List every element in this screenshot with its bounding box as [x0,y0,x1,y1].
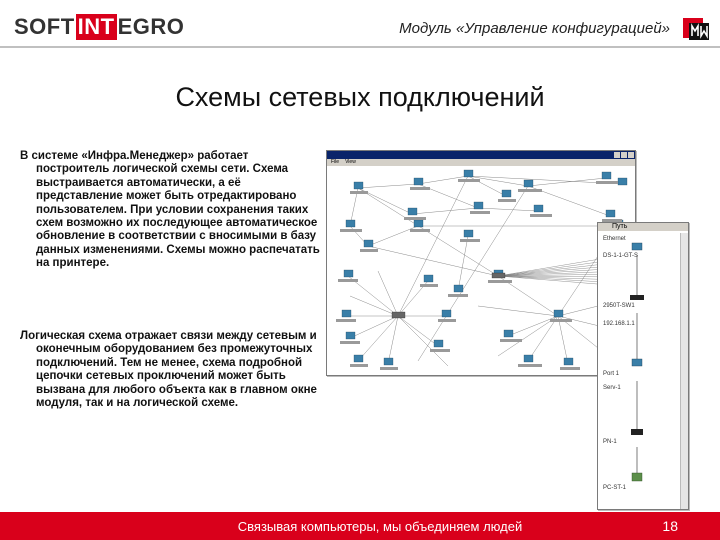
infra-manager-icon [682,14,710,42]
header-divider [0,46,720,48]
path-scrollbar[interactable] [680,233,688,509]
schema-window-titlebar[interactable] [327,151,635,159]
softintegro-logo [14,14,184,40]
path-window-title: Путь [612,223,628,230]
module-title: Модуль «Управление конфигурацией» [399,20,670,37]
network-diagram [328,166,634,373]
page-number: 18 [662,518,678,534]
paragraph-1 [20,150,320,271]
path-item-3: 192.168.1.1 [603,321,635,327]
footer-bar [0,512,720,540]
slide-title: Схемы сетевых подключений [175,82,545,112]
schema-menubar [327,159,635,166]
path-window-titlebar[interactable] [598,223,688,231]
path-chain [599,233,681,509]
logo-part-egro: EGRO [117,14,185,39]
logo-part-soft: SOFT [14,14,75,39]
maximize-icon[interactable] [621,152,627,158]
path-item-5: Serv-1 [603,385,621,391]
network-schema-window [326,150,639,376]
minimize-icon[interactable] [614,152,620,158]
schema-canvas[interactable] [328,166,634,374]
close-icon[interactable] [628,152,634,158]
paragraph-2-text: Логическая схема отражает связи между сетевым и оконечным оборудованием без промежуточных подключений. Тем не менее, схема подробной цепочки сетевых проключений может быть вызвана для любого объекта как в главном окне модуля, так и на логической схеме. [20,330,317,410]
path-item-2: 2950T-SW1 [603,303,635,309]
path-item-6: PN-1 [603,439,617,445]
path-close-icon[interactable] [681,224,687,230]
footer-slogan: Связывая компьютеры, мы объединяем людей [237,519,523,534]
path-window [597,222,689,510]
path-item-0: Ethernet [603,236,626,242]
path-item-1: DS-1-1-GT-S [603,253,639,259]
path-item-7: PC-ST-1 [603,485,627,491]
path-item-4: Port 1 [603,371,620,377]
menu-file[interactable]: File [331,159,340,165]
menu-view[interactable]: View [345,159,356,165]
paragraph-2 [20,330,320,410]
logo-part-int: INT [77,14,115,39]
paragraph-1-text: В системе «Инфра.Менеджер» работает построитель логической схемы сети. Схема выстраивается автоматически, а её представление может быть отредактировано пользователем. При условии сохранения таких схем возможно их последующее автоматическое обновление в соответствии с вносимыми в базу данных изменениями. Схемы можно распечатать на принтере. [20,150,320,270]
